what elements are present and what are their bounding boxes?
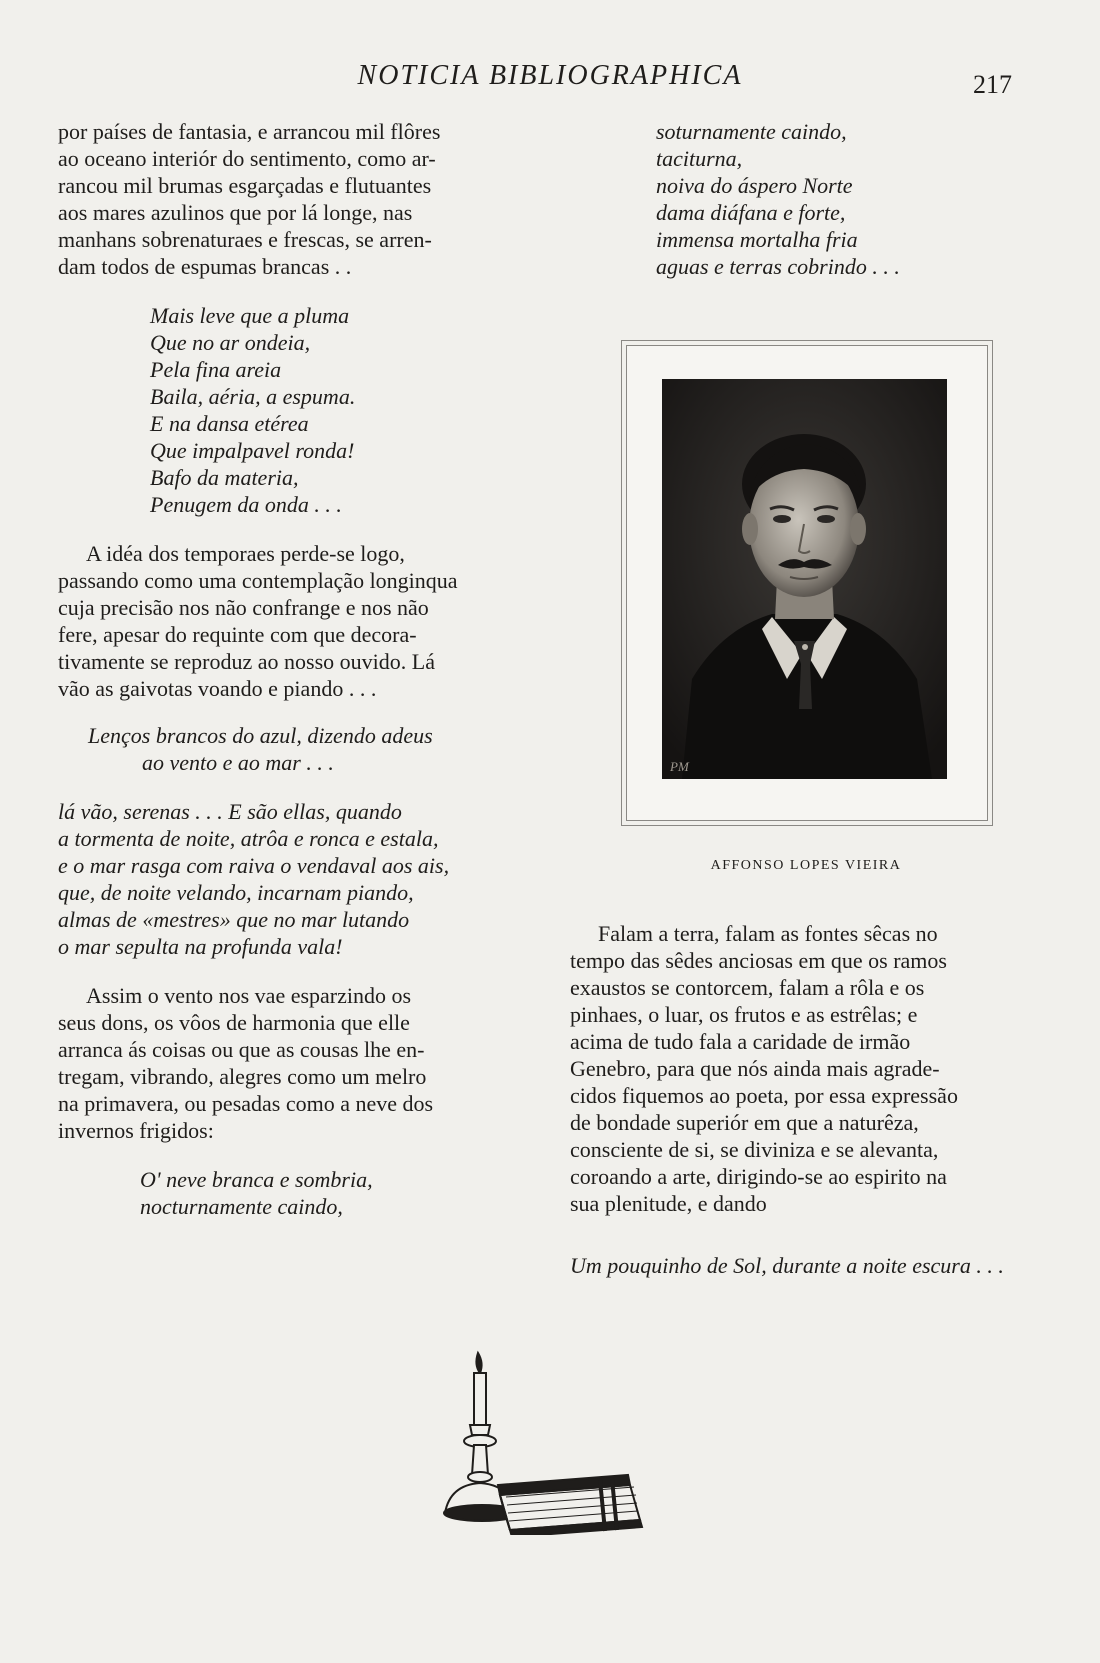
verse-line: soturnamente caindo, — [656, 119, 847, 144]
page-number: 217 — [973, 70, 1012, 99]
verse-line: que, de noite velando, incarnam piando, — [58, 880, 414, 905]
paragraph-2 — [58, 540, 528, 702]
poem-excerpt-1 — [150, 302, 528, 518]
verse-line: aguas e terras cobrindo . . . — [656, 254, 900, 279]
verse-line: Pela fina areia — [150, 357, 282, 382]
running-title: NOTICIA BIBLIOGRAPHICA — [357, 60, 743, 91]
text-line: dam todos de espumas brancas . . — [58, 254, 352, 279]
verse-line: nocturnamente caindo, — [140, 1194, 343, 1219]
text-line: A idéa dos temporaes perde-se logo, — [86, 541, 405, 566]
text-line: manhans sobrenaturaes e frescas, se arren- — [58, 227, 432, 252]
poem-continuation — [656, 118, 1040, 280]
text-line: por países de fantasia, e arrancou mil flôres — [58, 119, 441, 144]
verse-line: a tormenta de noite, atrôa e ronca e estala, — [58, 826, 439, 851]
text-line: rancou mil brumas esgarçadas e flutuantes — [58, 173, 432, 198]
left-column — [58, 118, 528, 1220]
photo-monogram: PM — [670, 759, 689, 774]
verse-line: Baila, aéria, a espuma. — [150, 384, 356, 409]
text-line: tivamente se reproduz ao nosso ouvido. Lá — [58, 649, 435, 674]
verse-line: Lenços brancos do azul, dizendo adeus — [88, 723, 433, 748]
candle-book-ornament — [440, 1345, 650, 1535]
portrait-illustration — [662, 379, 947, 779]
verse-line: noiva do áspero Norte — [656, 173, 853, 198]
photo-caption: AFFONSO LOPES VIEIRA — [710, 858, 902, 873]
verse-line: E na dansa etérea — [150, 411, 309, 436]
text-line: consciente de si, se diviniza e se alevanta, — [570, 1137, 939, 1162]
right-paragraph — [570, 920, 1040, 1217]
text-line: na primavera, ou pesadas como a neve dos — [58, 1091, 434, 1116]
text-line: sua plenitude, e dando — [570, 1191, 767, 1216]
verse-line: Mais leve que a pluma — [150, 303, 350, 328]
verse-line: ao vento e ao mar . . . — [142, 750, 334, 775]
text-line: Falam a terra, falam as fontes sêcas no — [598, 921, 938, 946]
text-line: Assim o vento nos vae esparzindo os — [86, 983, 412, 1008]
verse-line: Bafo da materia, — [150, 465, 299, 490]
verse-line: Penugem da onda . . . — [150, 492, 342, 517]
poem-excerpt-2 — [58, 722, 528, 776]
verse-line: Que no ar ondeia, — [150, 330, 311, 355]
text-line: acima de tudo fala a caridade de irmão — [570, 1029, 911, 1054]
text-line: seus dons, os vôos de harmonia que elle — [58, 1010, 410, 1035]
text-line: Genebro, para que nós ainda mais agrade- — [570, 1056, 940, 1081]
poem-excerpt-3 — [58, 798, 528, 960]
text-line: vão as gaivotas voando e piando . . . — [58, 676, 377, 701]
text-line: pinhaes, o luar, os frutos e as estrêlas; e — [570, 1002, 918, 1027]
verse-line: O' neve branca e sombria, — [140, 1167, 373, 1192]
text-line: tregam, vibrando, alegres como um melro — [58, 1064, 427, 1089]
verse-line: Que impalpavel ronda! — [150, 438, 355, 463]
text-line: exaustos se contorcem, falam a rôla e os — [570, 975, 925, 1000]
text-line: coroando a arte, dirigindo-se ao espirito na — [570, 1164, 947, 1189]
verse-line: immensa mortalha fria — [656, 227, 858, 252]
text-line: tempo das sêdes anciosas em que os ramos — [570, 948, 947, 973]
text-line: passando como uma contemplação longinqua — [58, 568, 458, 593]
closing-verse: Um pouquinho de Sol, durante a noite escura . . . — [570, 1253, 1004, 1278]
text-line: arranca ás coisas ou que as cousas lhe en- — [58, 1037, 425, 1062]
verse-line: o mar sepulta na profunda vala! — [58, 934, 343, 959]
portrait-frame — [621, 340, 993, 826]
paragraph-3 — [58, 982, 528, 1144]
poem-excerpt-4 — [140, 1166, 528, 1220]
portrait-photo — [662, 379, 947, 779]
verse-line: taciturna, — [656, 146, 743, 171]
text-line: cuja precisão nos não confrange e nos não — [58, 595, 429, 620]
text-line: ao oceano interiór do sentimento, como ar- — [58, 146, 436, 171]
text-line: cidos fiquemos ao poeta, por essa expressão — [570, 1083, 958, 1108]
text-line: aos mares azulinos que por lá longe, nas — [58, 200, 413, 225]
text-line: invernos frigidos: — [58, 1118, 214, 1143]
text-line: fere, apesar do requinte com que decora- — [58, 622, 417, 647]
verse-line: lá vão, serenas . . . E são ellas, quando — [58, 799, 402, 824]
verse-line: almas de «mestres» que no mar lutando — [58, 907, 410, 932]
verse-line: e o mar rasga com raiva o vendaval aos ais, — [58, 853, 450, 878]
paragraph-1 — [58, 118, 528, 280]
right-column — [570, 118, 1040, 280]
text-line: de bondade superiór em que a naturêza, — [570, 1110, 919, 1135]
verse-line: dama diáfana e forte, — [656, 200, 846, 225]
